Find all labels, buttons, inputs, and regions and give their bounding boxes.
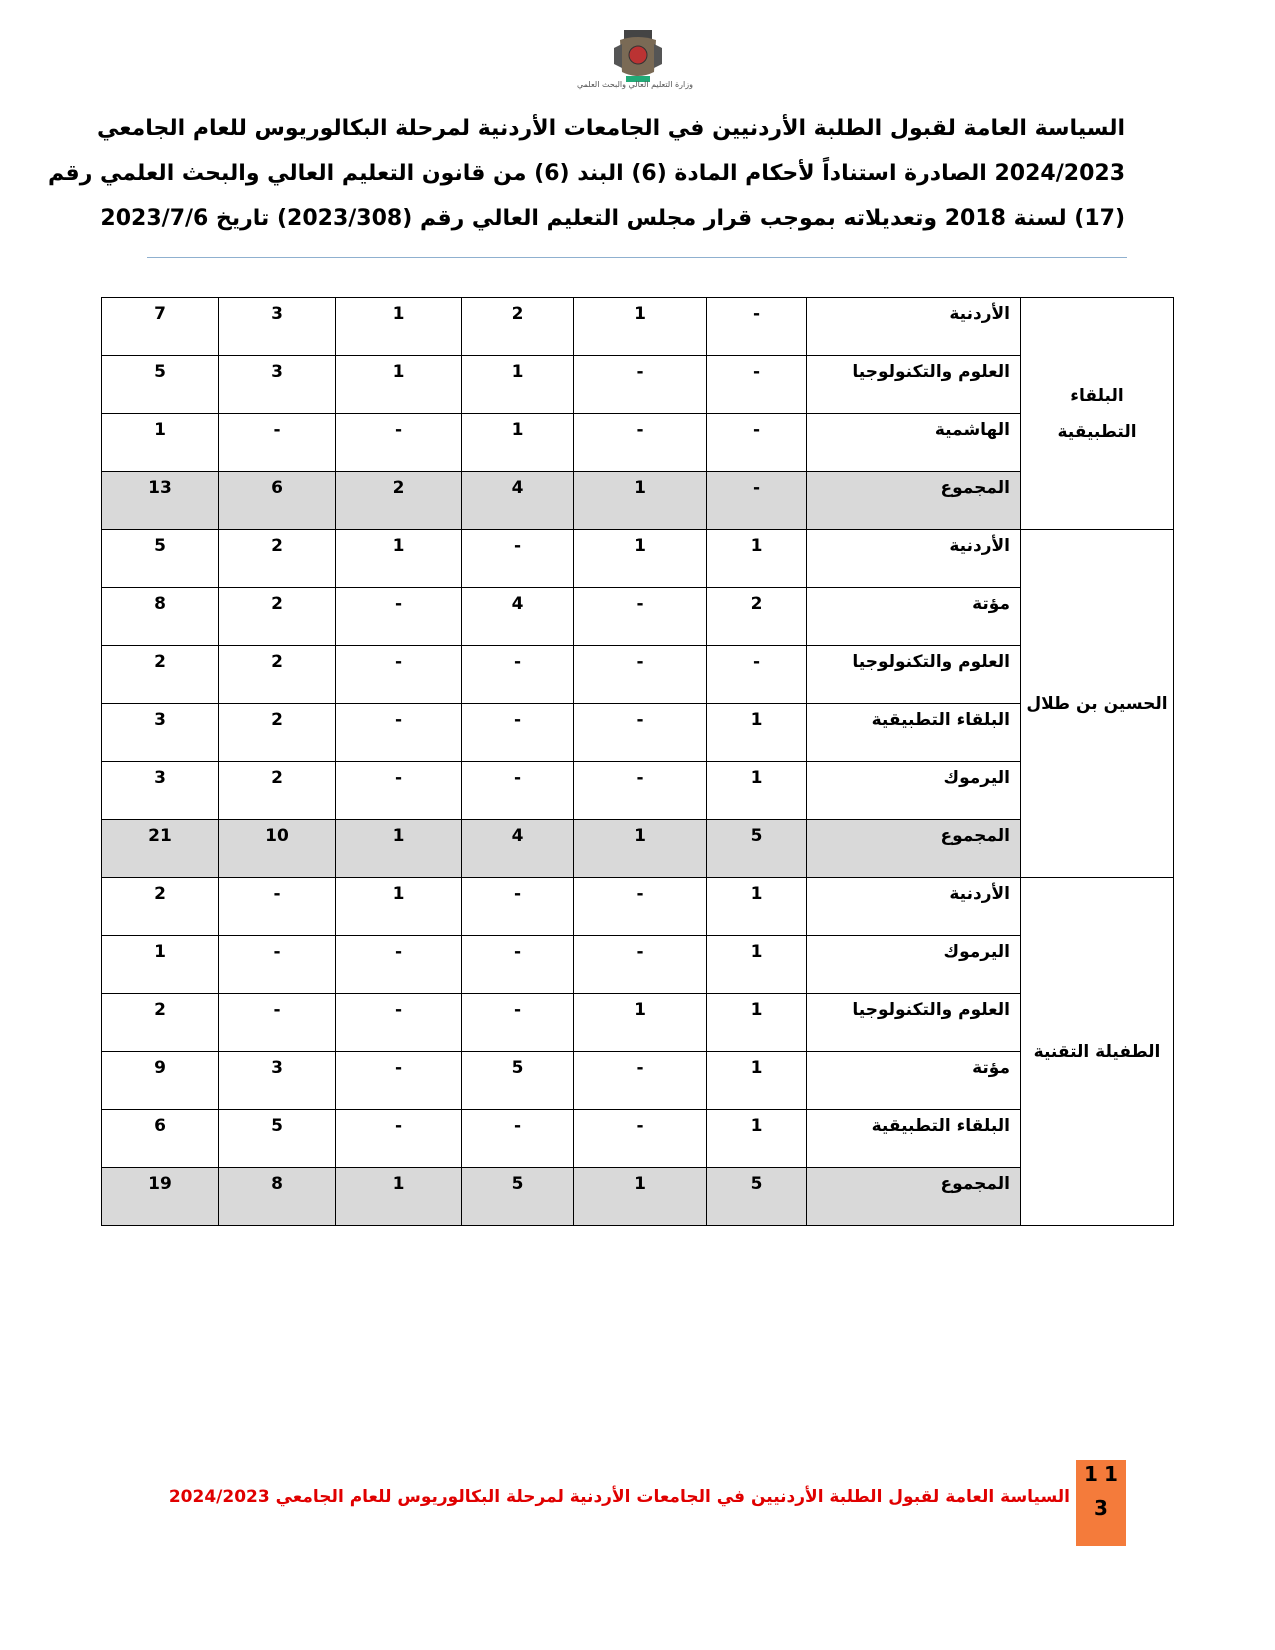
value-cell [219, 878, 336, 936]
university-name [1021, 530, 1174, 878]
institution-name: الأردنية [949, 304, 1010, 324]
value-cell [462, 1168, 574, 1226]
value-cell [336, 472, 462, 530]
title-line: 2024/2023 الصادرة استناداً لأحكام المادة (6) البند (6) من قانون التعليم العالي والبحث العلمي رقم [48, 161, 1125, 186]
value-cell [574, 936, 707, 994]
institution-cell [807, 704, 1021, 762]
value-cell [574, 1052, 707, 1110]
cell-value: 1 [750, 884, 763, 904]
cell-value: 1 [750, 710, 763, 730]
institution-cell [807, 646, 1021, 704]
cell-value: - [394, 652, 403, 672]
cell-value: - [636, 942, 644, 962]
institution-name: المجموع [940, 1174, 1010, 1194]
value-cell [462, 356, 574, 414]
cell-value: - [636, 1116, 644, 1136]
value-cell [336, 994, 462, 1052]
table-row [102, 1052, 1174, 1110]
value-cell [707, 1110, 807, 1168]
cell-value: 1 [750, 1058, 763, 1078]
institution-cell [807, 1052, 1021, 1110]
page-number-digit: 1 [1084, 1462, 1098, 1486]
cell-value: - [752, 652, 761, 672]
table-row [102, 298, 1174, 356]
cell-value: 13 [148, 478, 172, 498]
institution-name: اليرموك [943, 942, 1010, 962]
table-row [102, 994, 1174, 1052]
table-row [102, 878, 1174, 936]
cell-value: 5 [511, 1058, 524, 1078]
cell-value: 2 [154, 884, 166, 904]
value-cell [574, 878, 707, 936]
institution-name: البلقاء التطبيقية [871, 1116, 1010, 1136]
value-cell [336, 646, 462, 704]
institution-name: الأردنية [949, 884, 1010, 904]
cell-value: - [394, 942, 403, 962]
cell-value: 1 [634, 304, 646, 324]
cell-value: 3 [154, 768, 166, 788]
value-cell [462, 936, 574, 994]
cell-value: 5 [271, 1116, 283, 1136]
table-row [102, 588, 1174, 646]
value-cell [336, 704, 462, 762]
cell-value: 2 [271, 536, 283, 556]
cell-value: 1 [750, 942, 763, 962]
table-row [102, 530, 1174, 588]
cell-value: 1 [634, 1174, 646, 1194]
cell-value: 6 [271, 478, 283, 498]
value-cell [462, 414, 574, 472]
cell-value: 2 [154, 652, 166, 672]
cell-value: 5 [154, 536, 166, 556]
value-cell [219, 1052, 336, 1110]
cell-value: - [636, 768, 644, 788]
value-cell [574, 588, 707, 646]
table-row [102, 646, 1174, 704]
value-cell [707, 646, 807, 704]
institution-cell [807, 1110, 1021, 1168]
value-cell [707, 472, 807, 530]
cell-value: - [394, 420, 403, 440]
value-cell [462, 588, 574, 646]
value-cell [102, 1110, 219, 1168]
institution-name: المجموع [940, 478, 1010, 498]
value-cell [336, 820, 462, 878]
cell-value: 1 [634, 826, 646, 846]
institution-name: اليرموك [943, 768, 1010, 788]
cell-value: 2 [271, 768, 283, 788]
value-cell [102, 704, 219, 762]
footer-title: السياسة العامة لقبول الطلبة الأردنيين في الجامعات الأردنية لمرحلة البكالوريوس للعام الجامعي 2024/2023 [168, 1487, 1070, 1507]
value-cell [336, 878, 462, 936]
value-cell [219, 994, 336, 1052]
cell-value: - [513, 884, 522, 904]
institution-name: مؤتة [972, 1058, 1010, 1078]
cell-value: - [394, 1058, 403, 1078]
institution-cell [807, 588, 1021, 646]
cell-value: 1 [511, 420, 524, 440]
value-cell [336, 588, 462, 646]
value-cell [462, 646, 574, 704]
cell-value: - [636, 1058, 644, 1078]
cell-value: - [513, 710, 522, 730]
value-cell [462, 530, 574, 588]
cell-value: - [273, 420, 281, 440]
value-cell [574, 820, 707, 878]
value-cell [102, 936, 219, 994]
institution-cell [807, 820, 1021, 878]
table-row [102, 356, 1174, 414]
institution-cell [807, 1168, 1021, 1226]
cell-value: 1 [392, 826, 405, 846]
cell-value: - [636, 884, 644, 904]
cell-value: 19 [148, 1174, 172, 1194]
institution-name: الأردنية [949, 536, 1010, 556]
cell-value: - [752, 304, 761, 324]
value-cell [574, 762, 707, 820]
value-cell [102, 588, 219, 646]
page-number-digit: 1 [1104, 1462, 1118, 1486]
value-cell [336, 414, 462, 472]
value-cell [336, 530, 462, 588]
value-cell [219, 588, 336, 646]
cell-value: 2 [750, 594, 763, 614]
cell-value: 1 [154, 942, 166, 962]
value-cell [707, 1052, 807, 1110]
page-number-digit: 3 [1094, 1496, 1108, 1520]
value-cell [102, 878, 219, 936]
cell-value: - [273, 884, 281, 904]
value-cell [574, 414, 707, 472]
value-cell [462, 1110, 574, 1168]
value-cell [574, 1168, 707, 1226]
institution-name: العلوم والتكنولوجيا [852, 362, 1010, 382]
value-cell [462, 1052, 574, 1110]
value-cell [102, 820, 219, 878]
cell-value: 3 [154, 710, 166, 730]
cell-value: 4 [511, 594, 524, 614]
cell-value: 1 [750, 1000, 763, 1020]
value-cell [219, 414, 336, 472]
cell-value: - [513, 1116, 522, 1136]
value-cell [336, 298, 462, 356]
title-divider [147, 257, 1127, 258]
value-cell [102, 1052, 219, 1110]
value-cell [462, 762, 574, 820]
value-cell [462, 472, 574, 530]
cell-value: 2 [154, 1000, 166, 1020]
title-line: السياسة العامة لقبول الطلبة الأردنيين في الجامعات الأردنية لمرحلة البكالوريوس للعام الجامعي [96, 116, 1125, 141]
institution-cell [807, 356, 1021, 414]
cell-value: 1 [634, 536, 646, 556]
cell-value: - [636, 420, 644, 440]
title-line: (17) لسنة 2018 وتعديلاته بموجب قرار مجلس التعليم العالي رقم (2023/308) تاريخ 2023/7/6 [100, 206, 1125, 231]
cell-value: 1 [392, 884, 405, 904]
value-cell [336, 762, 462, 820]
value-cell [574, 994, 707, 1052]
institution-name: العلوم والتكنولوجيا [852, 652, 1010, 672]
value-cell [219, 356, 336, 414]
cell-value: 2 [271, 652, 283, 672]
cell-value: 10 [265, 826, 289, 846]
value-cell [219, 1110, 336, 1168]
cell-value: 1 [392, 536, 405, 556]
value-cell [707, 1168, 807, 1226]
value-cell [574, 298, 707, 356]
value-cell [219, 820, 336, 878]
page-number-badge [1076, 1460, 1126, 1546]
cell-value: - [752, 478, 761, 498]
value-cell [574, 356, 707, 414]
institution-cell [807, 414, 1021, 472]
table-row [102, 1110, 1174, 1168]
cell-value: 21 [148, 826, 172, 846]
value-cell [707, 820, 807, 878]
cell-value: 1 [154, 420, 166, 440]
table-row [102, 704, 1174, 762]
value-cell [102, 646, 219, 704]
jordan-coat-of-arms-icon [610, 28, 666, 88]
cell-value: - [636, 594, 644, 614]
value-cell [102, 298, 219, 356]
value-cell [462, 298, 574, 356]
institution-cell [807, 298, 1021, 356]
cell-value: 1 [392, 362, 405, 382]
cell-value: 1 [634, 1000, 646, 1020]
cell-value: - [636, 652, 644, 672]
institution-name: الهاشمية [934, 420, 1010, 440]
institution-cell [807, 936, 1021, 994]
cell-value: 1 [392, 1174, 405, 1194]
value-cell [574, 472, 707, 530]
cell-value: - [513, 768, 522, 788]
page-title [48, 106, 1125, 241]
cell-value: 2 [271, 710, 283, 730]
cell-value: 5 [154, 362, 166, 382]
cell-value: 5 [750, 826, 763, 846]
value-cell [219, 530, 336, 588]
cell-value: 5 [511, 1174, 524, 1194]
value-cell [707, 588, 807, 646]
value-cell [707, 994, 807, 1052]
value-cell [102, 530, 219, 588]
value-cell [707, 704, 807, 762]
cell-value: - [636, 710, 644, 730]
value-cell [574, 530, 707, 588]
cell-value: - [394, 1116, 403, 1136]
value-cell [574, 646, 707, 704]
university-name-line: التطبيقية [1057, 421, 1137, 442]
cell-value: 6 [154, 1116, 166, 1136]
ministry-name: وزارة التعليم العالي والبحث العلمي [577, 80, 693, 89]
cell-value: 1 [750, 1116, 763, 1136]
cell-value: 2 [511, 304, 524, 324]
institution-cell [807, 878, 1021, 936]
cell-value: - [636, 362, 644, 382]
value-cell [707, 298, 807, 356]
cell-value: - [752, 420, 761, 440]
value-cell [336, 1110, 462, 1168]
institution-cell [807, 472, 1021, 530]
value-cell [462, 820, 574, 878]
value-cell [219, 1168, 336, 1226]
cell-value: 1 [634, 478, 646, 498]
cell-value: - [513, 536, 522, 556]
cell-value: 3 [271, 362, 283, 382]
table-row [102, 762, 1174, 820]
value-cell [462, 994, 574, 1052]
value-cell [219, 936, 336, 994]
cell-value: - [513, 652, 522, 672]
cell-value: 1 [392, 304, 405, 324]
value-cell [102, 472, 219, 530]
value-cell [219, 472, 336, 530]
value-cell [336, 1052, 462, 1110]
cell-value: - [394, 1000, 403, 1020]
university-name-line: الطفيلة التقنية [1033, 1041, 1161, 1062]
university-name [1021, 298, 1174, 530]
value-cell [102, 414, 219, 472]
cell-value: 4 [511, 478, 524, 498]
cell-value: 7 [154, 304, 166, 324]
cell-value: - [273, 942, 281, 962]
value-cell [102, 994, 219, 1052]
value-cell [707, 414, 807, 472]
value-cell [219, 704, 336, 762]
cell-value: 1 [750, 536, 763, 556]
cell-value: 2 [271, 594, 283, 614]
cell-value: - [394, 710, 403, 730]
table-total-row [102, 1168, 1174, 1226]
cell-value: 2 [392, 478, 405, 498]
value-cell [336, 1168, 462, 1226]
value-cell [462, 878, 574, 936]
university-name [1021, 878, 1174, 1226]
cell-value: 9 [154, 1058, 166, 1078]
value-cell [219, 646, 336, 704]
value-cell [707, 356, 807, 414]
cell-value: 8 [154, 594, 166, 614]
cell-value: 1 [511, 362, 524, 382]
value-cell [219, 298, 336, 356]
institution-cell [807, 994, 1021, 1052]
institution-cell [807, 530, 1021, 588]
value-cell [102, 1168, 219, 1226]
table-row [102, 936, 1174, 994]
value-cell [336, 936, 462, 994]
value-cell [462, 704, 574, 762]
cell-value: - [752, 362, 761, 382]
institution-name: مؤتة [972, 594, 1010, 614]
table-total-row [102, 472, 1174, 530]
cell-value: - [394, 594, 403, 614]
cell-value: 3 [271, 1058, 283, 1078]
value-cell [574, 1110, 707, 1168]
value-cell [574, 704, 707, 762]
university-name-line: البلقاء [1070, 385, 1124, 406]
cell-value: - [394, 768, 403, 788]
admission-seats-table [101, 297, 1174, 1226]
value-cell [707, 878, 807, 936]
value-cell [336, 356, 462, 414]
cell-value: - [513, 1000, 522, 1020]
cell-value: 8 [271, 1174, 283, 1194]
value-cell [707, 762, 807, 820]
cell-value: - [513, 942, 522, 962]
value-cell [707, 936, 807, 994]
table-row [102, 414, 1174, 472]
cell-value: 3 [271, 304, 283, 324]
institution-name: العلوم والتكنولوجيا [852, 1000, 1010, 1020]
institution-cell [807, 762, 1021, 820]
institution-name: البلقاء التطبيقية [871, 710, 1010, 730]
value-cell [102, 762, 219, 820]
cell-value: - [273, 1000, 281, 1020]
university-name-line: الحسين بن طلال [1026, 693, 1168, 714]
cell-value: 5 [750, 1174, 763, 1194]
cell-value: 4 [511, 826, 524, 846]
value-cell [219, 762, 336, 820]
value-cell [102, 356, 219, 414]
cell-value: 1 [750, 768, 763, 788]
value-cell [707, 530, 807, 588]
table-total-row [102, 820, 1174, 878]
institution-name: المجموع [940, 826, 1010, 846]
